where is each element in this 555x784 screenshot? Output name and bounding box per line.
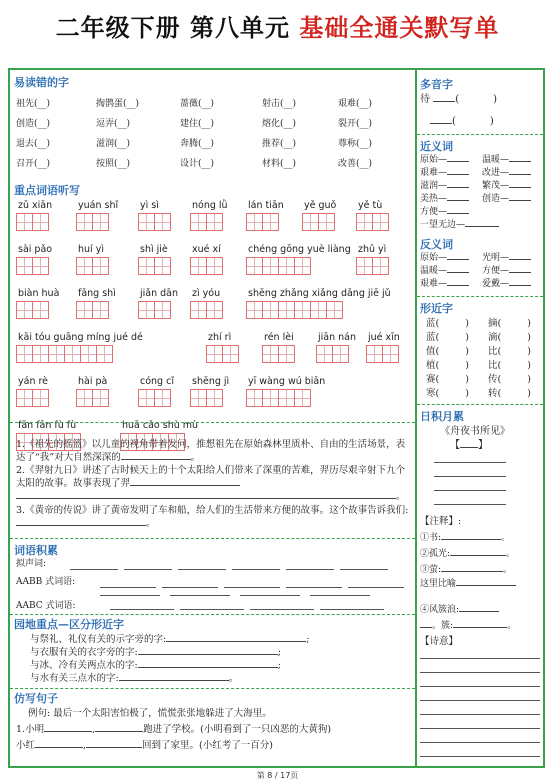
reading-item-3: 3.《黄帝的传说》讲了黄帝发明了车和船，给人们的生活带来方便的故事。这个故事告诉我们:。 (16, 505, 409, 529)
easy-item: 推荐(__) (262, 139, 297, 149)
answer-line (100, 587, 156, 588)
easy-item: 按照(__) (96, 159, 131, 169)
note-6: 。簇: 。 (420, 620, 516, 632)
writing-boxes (76, 301, 108, 319)
note-4: 这里比喻 (420, 578, 516, 590)
interpret-line (420, 714, 540, 715)
easy-item: 艰难(__) (338, 99, 373, 109)
writing-boxes (138, 389, 170, 407)
pinyin-label: zhǔ yì (358, 244, 387, 255)
easy-item: 退去(__) (16, 139, 51, 149)
poem-line (434, 504, 506, 505)
divider (417, 134, 543, 135)
writing-box (138, 257, 155, 275)
answer-line (240, 595, 300, 596)
writing-box (76, 301, 93, 319)
section-jinyi-title: 近义词 (420, 140, 453, 153)
easy-item: 改善(__) (338, 159, 373, 169)
jinyi-item: 方便— (420, 206, 469, 218)
writing-box (332, 345, 349, 363)
pinyin-label: yì sì (140, 200, 159, 211)
duoyin-row-2: ( ) (430, 116, 494, 128)
xingjin-item: 蓝( ) (426, 318, 469, 329)
answer-line (110, 609, 174, 610)
writing-box (76, 213, 93, 231)
writing-boxes (356, 257, 388, 275)
jinyi-item: 温暖— (482, 154, 531, 166)
interpret-line (420, 700, 540, 701)
writing-box (92, 213, 109, 231)
pinyin-label: sài pǎo (18, 244, 53, 255)
pinyin-label: zǔ xiān (18, 200, 53, 211)
writing-boxes (138, 301, 170, 319)
writing-boxes (16, 389, 48, 407)
jinyi-item: 原始— (420, 154, 469, 166)
divider (10, 422, 415, 423)
writing-box (262, 301, 279, 319)
writing-boxes (190, 257, 222, 275)
writing-box (206, 301, 223, 319)
easy-item: 射击(__) (262, 99, 297, 109)
writing-box (138, 213, 155, 231)
divider (10, 688, 415, 689)
writing-box (372, 257, 389, 275)
interpret-line (420, 742, 540, 743)
reading-item-1: 1.《祖先的摇篮》以儿童的视角带着发问，推想祖先在原始森林里质朴、自由的生活场景，表达了“我”对大自然深深的 。 (16, 439, 406, 463)
section-xingjin-title: 形近字 (420, 302, 453, 315)
pinyin-label: shēng jì (192, 376, 230, 387)
jinyi-item: 艰难— (420, 167, 469, 179)
pinyin-label: chéng gōng yuè liàng (248, 244, 351, 255)
page-footer: 第 8 / 17页 (256, 771, 299, 780)
writing-box (206, 389, 223, 407)
pinyin-label: zhí rì (208, 332, 232, 343)
easy-item: 建住(__) (180, 119, 215, 129)
writing-box (294, 301, 311, 319)
writing-boxes (246, 389, 310, 407)
easy-item: 材料(__) (262, 159, 297, 169)
answer-line (286, 569, 334, 570)
fanyi-item: 爱戴— (482, 278, 531, 290)
pinyin-label: yě tù (358, 200, 383, 211)
fanyi-item: 光明— (482, 252, 531, 264)
answer-line (232, 569, 280, 570)
writing-box (294, 389, 311, 407)
writing-box (92, 389, 109, 407)
writing-box (316, 345, 333, 363)
writing-boxes (76, 257, 108, 275)
interpret-label: 【诗意】 (420, 636, 459, 647)
jinyi-item: 改进— (482, 167, 531, 179)
pinyin-label: yuán shǐ (78, 200, 119, 211)
writing-boxes (246, 301, 342, 319)
fangxie-example: 例句: 最后一个太阳害怕极了，慌慌张张地躲进了大海里。 (28, 708, 272, 719)
page-title: 二年级下册 第八单元 基础全通关默写单 (55, 14, 500, 42)
poem-line (434, 476, 506, 477)
jinyi-item: 繁茂— (482, 180, 531, 192)
pinyin-label: biàn huà (18, 288, 60, 299)
easy-item: 祖先(__) (16, 99, 51, 109)
writing-boxes (190, 301, 222, 319)
xingjin-item: 比( ) (488, 346, 531, 357)
jinyi-item: 一望无边— (420, 219, 499, 231)
pinyin-label: kāi tóu guāng míng jué dé (18, 332, 143, 343)
poem-line (434, 490, 506, 491)
easy-item: 掏鹊蛋(__) (96, 99, 140, 109)
yuandi-item: 与水有关三点水的字: 。 (30, 673, 239, 684)
writing-box (16, 345, 33, 363)
aabc-label: AABC 式词语: (16, 601, 76, 611)
writing-box (190, 301, 207, 319)
writing-box (16, 257, 33, 275)
pinyin-label: jiǎn dān (140, 288, 179, 299)
xingjin-item: 传( ) (488, 374, 531, 385)
writing-box (372, 213, 389, 231)
writing-box (138, 389, 155, 407)
writing-box (318, 213, 335, 231)
pinyin-label: jiān nán (318, 332, 357, 343)
poem-title: 《舟夜书所见》 (440, 426, 510, 437)
writing-box (16, 389, 33, 407)
xingjin-item: 摘( ) (488, 318, 531, 329)
writing-box (16, 213, 33, 231)
writing-box (310, 301, 327, 319)
pinyin-label: rén lèi (264, 332, 294, 343)
writing-box (278, 345, 295, 363)
answer-line (180, 609, 244, 610)
writing-box (96, 345, 113, 363)
writing-box (154, 389, 171, 407)
writing-box (32, 345, 49, 363)
answer-line (348, 587, 404, 588)
pinyin-label: fāng shì (78, 288, 116, 299)
pinyin-label: huí yì (78, 244, 104, 255)
interpret-line (420, 686, 540, 687)
easy-item: 设计(__) (180, 159, 215, 169)
writing-box (138, 301, 155, 319)
pinyin-label: xué xí (192, 244, 221, 255)
poem-author: 【 】 (450, 440, 488, 451)
jinyi-item: 滋润— (420, 180, 469, 192)
pinyin-label: shēng zhǎng xiǎng dāng jiē jǔ (248, 288, 391, 299)
easy-item: 尊称(__) (338, 139, 373, 149)
easy-item: 召开(__) (16, 159, 51, 169)
note-1: ①书: 。 (420, 533, 511, 543)
writing-box (80, 345, 97, 363)
writing-box (262, 389, 279, 407)
divider (10, 614, 415, 615)
yuandi-item: 与祭礼、礼仪有关的示字旁的字: ; (30, 634, 310, 645)
answer-line (70, 569, 118, 570)
writing-box (190, 213, 207, 231)
xingjin-item: 蓝( ) (426, 332, 469, 343)
answer-line (162, 587, 218, 588)
writing-box (246, 301, 263, 319)
writing-boxes (356, 213, 388, 231)
jinyi-item: 美热— (420, 193, 469, 205)
writing-boxes (190, 389, 222, 407)
section-fanyi-title: 反义词 (420, 238, 453, 251)
writing-box (190, 257, 207, 275)
interpret-line (420, 672, 540, 673)
writing-box (246, 257, 263, 275)
writing-box (206, 213, 223, 231)
writing-boxes (246, 257, 310, 275)
pinyin-label: yán rè (18, 376, 49, 387)
writing-box (92, 257, 109, 275)
notes-label: 【注释】: (420, 516, 462, 527)
writing-box (262, 345, 279, 363)
writing-boxes (262, 345, 294, 363)
section-easy-title: 易读错的字 (14, 76, 69, 89)
pinyin-label: shì jiè (140, 244, 168, 255)
easy-item: 裂开(__) (338, 119, 373, 129)
section-accum-title: 词语积累 (14, 544, 58, 557)
xingjin-item: 滴( ) (488, 332, 531, 343)
writing-boxes (138, 257, 170, 275)
divider (417, 296, 543, 297)
xingjin-item: 比( ) (488, 360, 531, 371)
answer-line (340, 569, 388, 570)
easy-item: 滋润(__) (96, 139, 131, 149)
pinyin-label: yě guǒ (304, 200, 337, 211)
fanyi-item: 方便— (482, 265, 531, 277)
writing-box (16, 301, 33, 319)
ni-sheng-label: 拟声词: (16, 559, 47, 569)
writing-boxes (16, 257, 48, 275)
writing-box (382, 345, 399, 363)
writing-box (154, 301, 171, 319)
answer-line (320, 609, 384, 610)
writing-box (206, 257, 223, 275)
writing-box (154, 257, 171, 275)
writing-box (262, 213, 279, 231)
pinyin-label: huā cǎo shù mù (122, 420, 199, 431)
writing-box (76, 389, 93, 407)
easy-item: 熔化(__) (262, 119, 297, 129)
writing-box (356, 257, 373, 275)
xingjin-item: 寒( ) (426, 388, 469, 399)
reading-item-2: 2.《羿射九日》讲述了古时候天上的十个太阳给人们带来了深重的苦难，羿历尽艰辛射下九个太阳的故事。故事表现了羿 。 (16, 465, 406, 502)
easy-item: 创造(__) (16, 119, 51, 129)
answer-line (100, 595, 160, 596)
writing-box (190, 389, 207, 407)
jinyi-item: 创造— (482, 193, 531, 205)
pinyin-label: fān fān fù fù (18, 420, 77, 431)
pinyin-label: yī wàng wú biān (248, 376, 326, 387)
interpret-line (420, 658, 540, 659)
writing-boxes (302, 213, 334, 231)
writing-box (294, 257, 311, 275)
writing-boxes (246, 213, 278, 231)
writing-box (356, 213, 373, 231)
writing-boxes (76, 213, 108, 231)
section-duoyin-title: 多音字 (420, 78, 453, 91)
yuandi-item: 与冰、冷有关两点水的字: ; (30, 660, 281, 671)
writing-boxes (366, 345, 398, 363)
writing-box (206, 345, 223, 363)
xingjin-item: 植( ) (426, 360, 469, 371)
writing-box (246, 213, 263, 231)
writing-box (366, 345, 383, 363)
writing-box (302, 213, 319, 231)
easy-item: 逗弄(__) (96, 119, 131, 129)
pinyin-label: cóng cǐ (140, 376, 174, 387)
writing-box (92, 301, 109, 319)
fangxie-sentence-1: 1.小明 , 跑进了学校。(小明看到了一只凶恶的大黄狗) (16, 724, 332, 735)
easy-item: 蔷薇(__) (180, 99, 215, 109)
writing-box (278, 257, 295, 275)
writing-box (278, 389, 295, 407)
fangxie-sentence-2: 小红 , 回到了家里。(小红考了一百分) (16, 740, 273, 751)
pinyin-label: jué xīn (368, 332, 400, 343)
interpret-line (420, 728, 540, 729)
interpret-line (420, 756, 540, 757)
answer-line (224, 587, 280, 588)
writing-boxes (76, 389, 108, 407)
poem-line (434, 462, 506, 463)
note-2: ②孤光: 。 (420, 549, 516, 559)
writing-box (32, 213, 49, 231)
divider (10, 538, 415, 539)
writing-box (262, 257, 279, 275)
pinyin-label: zì yóu (192, 288, 221, 299)
writing-box (32, 389, 49, 407)
xingjin-item: 赛( ) (426, 374, 469, 385)
duoyin-row-1: 待 ( ) (420, 94, 497, 105)
worksheet-frame (8, 68, 545, 768)
writing-boxes (316, 345, 348, 363)
writing-boxes (138, 213, 170, 231)
writing-box (222, 345, 239, 363)
writing-box (32, 301, 49, 319)
writing-box (32, 257, 49, 275)
answer-line (178, 569, 226, 570)
xingjin-item: 值( ) (426, 346, 469, 357)
divider (417, 404, 543, 405)
writing-box (326, 301, 343, 319)
answer-line (170, 595, 230, 596)
section-riji-title: 日积月累 (420, 410, 464, 423)
fanyi-item: 艰难— (420, 278, 469, 290)
answer-line (124, 569, 172, 570)
writing-box (48, 345, 65, 363)
note-5: ④风簇浪: (420, 604, 499, 616)
fanyi-item: 原始— (420, 252, 469, 264)
section-key-words-title: 重点词语听写 (14, 184, 80, 197)
writing-box (64, 345, 81, 363)
pinyin-label: nóng lǜ (192, 200, 228, 211)
writing-boxes (16, 213, 48, 231)
writing-boxes (16, 301, 48, 319)
aabb-label: AABB 式词语: (16, 577, 76, 587)
writing-boxes (16, 345, 112, 363)
section-fangxie-title: 仿写句子 (14, 692, 58, 705)
writing-box (76, 257, 93, 275)
writing-boxes (190, 213, 222, 231)
fanyi-item: 温暖— (420, 265, 469, 277)
column-divider (415, 70, 417, 766)
note-3: ③萤: 。 (420, 565, 513, 575)
pinyin-label: lán tiān (248, 200, 284, 211)
writing-box (278, 301, 295, 319)
answer-line (250, 609, 314, 610)
pinyin-label: hài pà (78, 376, 108, 387)
yuandi-item: 与衣服有关的衣字旁的字: ; (30, 647, 281, 658)
answer-line (286, 587, 342, 588)
easy-item: 奔腾(__) (180, 139, 215, 149)
writing-box (154, 213, 171, 231)
writing-box (246, 389, 263, 407)
writing-boxes (206, 345, 238, 363)
section-yuandi-title: 园地重点—区分形近字 (14, 618, 124, 631)
xingjin-item: 转( ) (488, 388, 531, 399)
answer-line (310, 595, 370, 596)
